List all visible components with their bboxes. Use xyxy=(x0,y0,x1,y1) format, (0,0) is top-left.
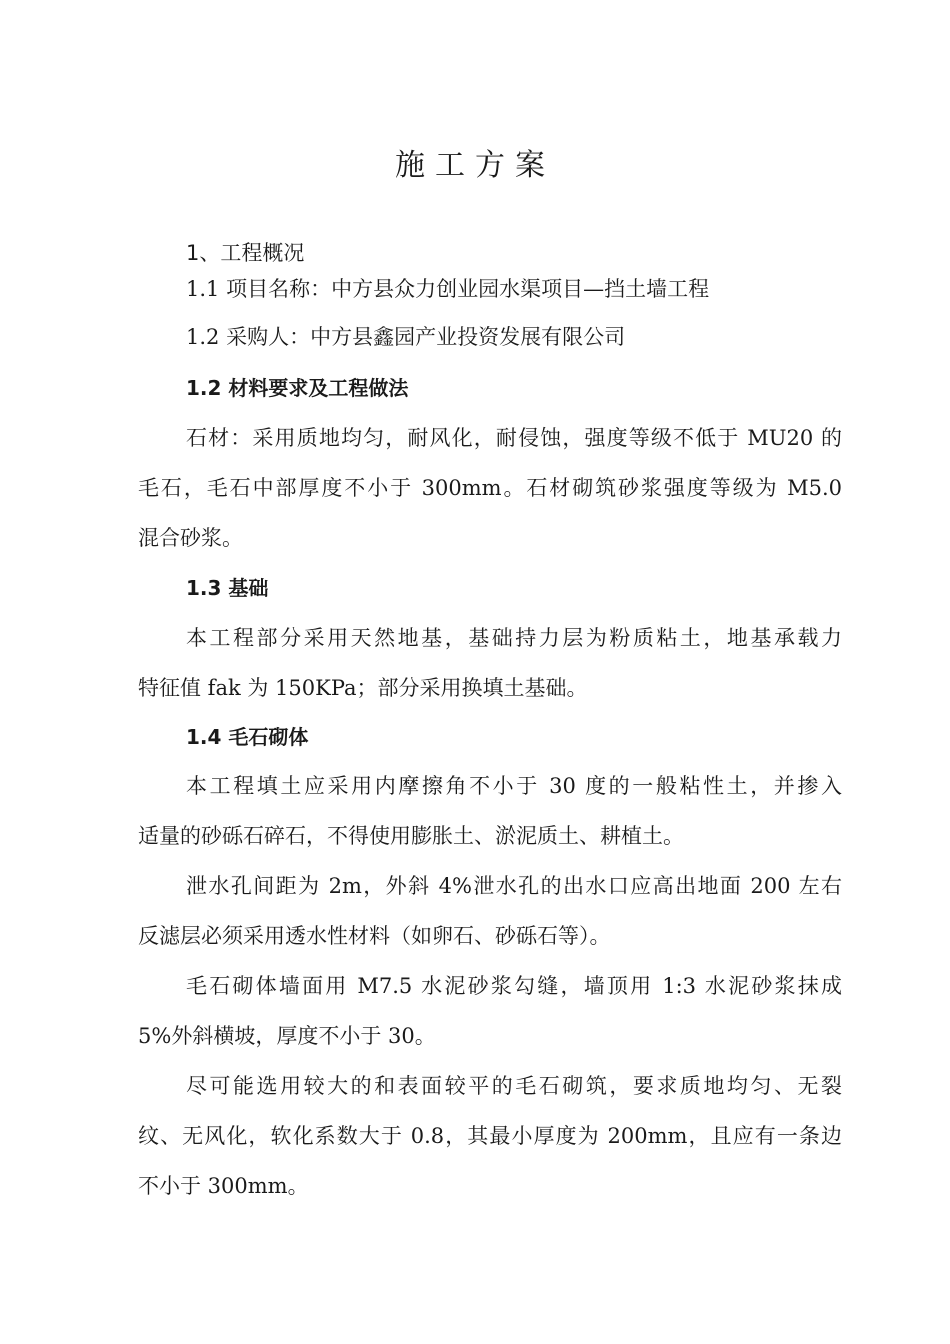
paragraph-line: 5%外斜横坡，厚度不小于 30。 xyxy=(138,1024,436,1048)
paragraph-line: 本工程填土应采用内摩擦角不小于 30 度的一般粘性土，并掺入 xyxy=(186,774,842,798)
section-heading-foundation: 1.3 基础 xyxy=(186,576,269,600)
section-heading-masonry: 1.4 毛石砌体 xyxy=(186,725,309,749)
paragraph-line: 毛石砌体墙面用 M7.5 水泥砂浆勾缝，墙顶用 1:3 水泥砂浆抹成 xyxy=(186,974,842,998)
paragraph-line: 混合砂浆。 xyxy=(138,526,243,550)
paragraph-line: 反滤层必须采用透水性材料（如卵石、砂砾石等）。 xyxy=(138,924,611,948)
page-title: 施工方案 xyxy=(395,148,555,183)
paragraph-line: 毛石，毛石中部厚度不小于 300mm。石材砌筑砂浆强度等级为 M5.0 xyxy=(138,476,842,500)
paragraph-line: 纹、无风化，软化系数大于 0.8，其最小厚度为 200mm，且应有一条边 xyxy=(138,1124,842,1148)
paragraph-line: 尽可能选用较大的和表面较平的毛石砌筑，要求质地均匀、无裂 xyxy=(186,1074,842,1098)
paragraph-line: 石材：采用质地均匀，耐风化，耐侵蚀，强度等级不低于 MU20 的 xyxy=(186,426,842,450)
project-name-line: 1.1 项目名称：中方县众力创业园水渠项目—挡土墙工程 xyxy=(186,277,710,301)
section-heading-overview: 1、工程概况 xyxy=(186,241,305,265)
paragraph-line: 不小于 300mm。 xyxy=(138,1174,309,1198)
paragraph-line: 泄水孔间距为 2m，外斜 4%泄水孔的出水口应高出地面 200 左右 xyxy=(186,874,842,898)
purchaser-line: 1.2 采购人：中方县鑫园产业投资发展有限公司 xyxy=(186,325,626,349)
paragraph-line: 适量的砂砾石碎石，不得使用膨胀土、淤泥质土、耕植土。 xyxy=(138,824,684,848)
paragraph-line: 本工程部分采用天然地基，基础持力层为粉质粘土，地基承载力 xyxy=(186,626,842,650)
paragraph-line: 特征值 fak 为 150KPa；部分采用换填土基础。 xyxy=(138,676,588,700)
section-heading-materials: 1.2 材料要求及工程做法 xyxy=(186,376,409,400)
